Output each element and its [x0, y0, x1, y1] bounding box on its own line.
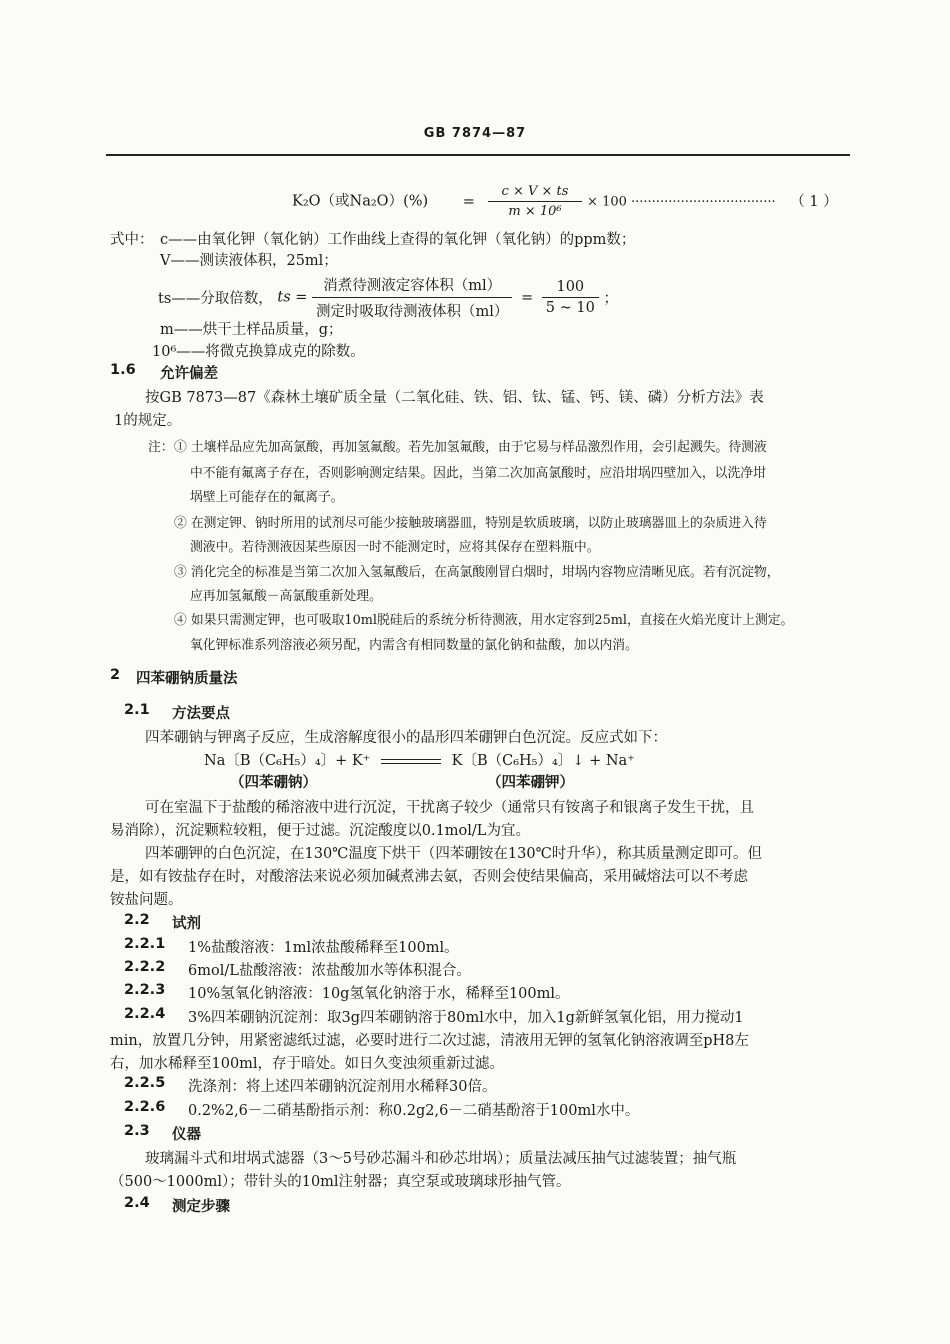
formula-eq: =: [462, 193, 475, 210]
formula-lhs: K₂O（或Na₂O）(%): [292, 193, 429, 210]
item-2-2-4a: 3%四苯硼钠沉淀剂：取3g四苯硼钠溶于80ml水中，加入1g新鲜氢氧化铝，用力搅动1: [188, 1010, 744, 1026]
item-2-2-3-number: 2.2.3: [124, 982, 166, 998]
note-4a: ④ 如果只需测定钾，也可吸取10ml脱硅后的系统分析待测液，用水定容到25ml，直接在火焰光度计上测定。: [174, 613, 794, 628]
formula-1: [292, 184, 838, 219]
item-2-2-2-number: 2.2.2: [124, 959, 166, 975]
item-2-2-4b: min，放置几分钟，用紧密滤纸过滤，必要时进行二次过滤，清液用无钾的氢氧化钠溶液调至pH8左: [110, 1033, 749, 1049]
section-1-6-number: 1.6: [110, 362, 136, 378]
defs-intro: 式中：: [110, 232, 154, 248]
formula-denominator: m × 10⁶: [508, 204, 562, 219]
def-e6: 10⁶——将微克换算成克的除数。: [152, 344, 365, 360]
s21-p3a: 四苯硼钾的白色沉淀，在130℃温度下烘干（四苯硼铵在130℃时升华），称其质量测定即可。但: [145, 846, 763, 862]
section-1-6-title: 允许偏差: [160, 366, 218, 382]
note-1b: 中不能有氟离子存在，否则影响测定结果。因此，当第二次加高氯酸时，应沿坩埚四壁加入，以洗净坩: [190, 466, 766, 481]
s21-p3b: 是，如有铵盐存在时，对酸溶法来说必须加碱煮沸去氨，否则会使结果偏高，采用碱熔法可以不考虑: [110, 869, 748, 885]
item-2-2-4-number: 2.2.4: [124, 1006, 166, 1022]
reaction-label-right: （四苯硼钾）: [487, 775, 574, 791]
def-ts-numerator2: 100: [542, 279, 599, 298]
def-ts-eq: =: [521, 289, 534, 306]
def-ts-label: ts——分取倍数，: [158, 291, 273, 307]
def-ts-numerator: 消煮待测液定容体积（ml）: [312, 274, 512, 298]
section-2-number: 2: [110, 667, 121, 683]
reaction-label-left: （四苯硼钠）: [230, 775, 317, 791]
s23-p1: 玻璃漏斗式和坩埚式滤器（3～5号砂芯漏斗和砂芯坩埚）；质量法减压抽气过滤装置；抽气瓶: [145, 1151, 737, 1167]
s21-p2a: 可在室温下于盐酸的稀溶液中进行沉淀，干扰离子较少（通常只有铵离子和银离子发生干扰，且: [145, 800, 754, 816]
def-ts-sym: ts =: [277, 289, 308, 306]
def-ts-end: ；: [603, 291, 618, 307]
header-rule: [106, 154, 850, 156]
def-c: c——由氧化钾（氧化钠）工作曲线上查得的氧化钾（氧化钠）的ppm数；: [160, 232, 636, 248]
formula-numerator: c × V × ts: [488, 184, 583, 202]
item-2-2-5-number: 2.2.5: [124, 1075, 166, 1091]
s21-p2b: 易消除），沉淀颗粒较粗，便于过滤。沉淀酸度以0.1mol/L为宜。: [110, 823, 530, 839]
reaction: [204, 749, 635, 770]
section-2-2-number: 2.2: [124, 912, 150, 928]
item-2-2-4c: 右，加水稀释至100ml，存于暗处。如日久变浊须重新过滤。: [110, 1056, 505, 1072]
formula-tail: × 100 ···································: [587, 194, 776, 210]
item-2-2-6-number: 2.2.6: [124, 1099, 166, 1115]
note-4b: 氧化钾标准系列溶液必须另配，内需含有相同数量的氯化钠和盐酸，加以内消。: [190, 638, 638, 653]
item-2-2-1: 1%盐酸溶液：1ml浓盐酸稀释至100ml。: [188, 940, 459, 956]
def-ts-fraction: [312, 274, 512, 321]
reaction-left: Na〔B（C₆H₅）₄〕+ K⁺: [204, 753, 371, 769]
def-ts: [158, 274, 618, 321]
equilibrium-arrow-icon: [381, 756, 441, 766]
note-2a: ② 在测定钾、钠时所用的试剂尽可能少接触玻璃器皿，特别是软质玻璃，以防止玻璃器皿上的杂质进入待: [174, 516, 767, 531]
reaction-right: K〔B（C₆H₅）₄〕↓ + Na⁺: [451, 753, 635, 769]
item-2-2-1-number: 2.2.1: [124, 936, 166, 952]
def-ts-denominator2: 5 ~ 10: [545, 300, 595, 316]
formula-number: （ 1 ）: [790, 193, 838, 210]
section-2-title: 四苯硼钠质量法: [136, 671, 238, 687]
section-2-1-number: 2.1: [124, 702, 150, 718]
section-2-1-title: 方法要点: [172, 706, 230, 722]
note-3a: ③ 消化完全的标准是当第二次加入氢氟酸后，在高氯酸刚冒白烟时，坩埚内容物应清晰见底。若有沉淀物，: [174, 565, 780, 580]
s21-p3c: 铵盐问题。: [110, 892, 183, 908]
def-ts-denominator: 测定时吸取待测液体积（ml）: [316, 304, 509, 320]
note-1c: 埚壁上可能存在的氟离子。: [190, 490, 344, 505]
note-label: 注：: [148, 440, 174, 455]
item-2-2-2: 6mol/L盐酸溶液：浓盐酸加水等体积混合。: [188, 963, 471, 979]
item-2-2-3: 10%氢氧化钠溶液：10g氢氧化钠溶于水，稀释至100ml。: [188, 986, 570, 1002]
section-2-3-number: 2.3: [124, 1123, 150, 1139]
item-2-2-6: 0.2%2,6－二硝基酚指示剂：称0.2g2,6－二硝基酚溶于100ml水中。: [188, 1103, 640, 1119]
section-2-4-number: 2.4: [124, 1195, 150, 1211]
section-2-2-title: 试剂: [172, 916, 201, 932]
def-m: m——烘干土样品质量，g；: [160, 322, 343, 338]
note-1a: ① 土壤样品应先加高氯酸，再加氢氟酸。若先加氢氟酸，由于它易与样品激烈作用，会引起溅失。待测液: [174, 440, 767, 455]
note-2b: 测液中。若待测液因某些原因一时不能测定时，应将其保存在塑料瓶中。: [190, 540, 600, 555]
s21-p1: 四苯硼钠与钾离子反应，生成溶解度很小的晶形四苯硼钾白色沉淀。反应式如下：: [145, 730, 667, 746]
item-2-2-5: 洗涤剂：将上述四苯硼钠沉淀剂用水稀释30倍。: [188, 1079, 497, 1095]
def-ts-fraction2: [542, 279, 599, 316]
formula-fraction: [488, 184, 583, 219]
s23-p2: （500～1000ml）；带针头的10ml注射器；真空泵或玻璃球形抽气管。: [110, 1174, 571, 1190]
def-v: V——测读液体积，25ml；: [160, 253, 338, 269]
section-2-4-title: 测定步骤: [172, 1199, 230, 1215]
page-header: GB 7874—87: [423, 126, 527, 141]
note-3b: 应再加氢氟酸－高氯酸重新处理。: [190, 589, 382, 604]
s16-p1: 按GB 7873—87《森林土壤矿质全量（二氧化硅、铁、铝、钛、锰、钙、镁、磷）分析方法》表: [145, 390, 764, 406]
section-2-3-title: 仪器: [172, 1127, 201, 1143]
s16-p2: 1的规定。: [114, 413, 182, 429]
